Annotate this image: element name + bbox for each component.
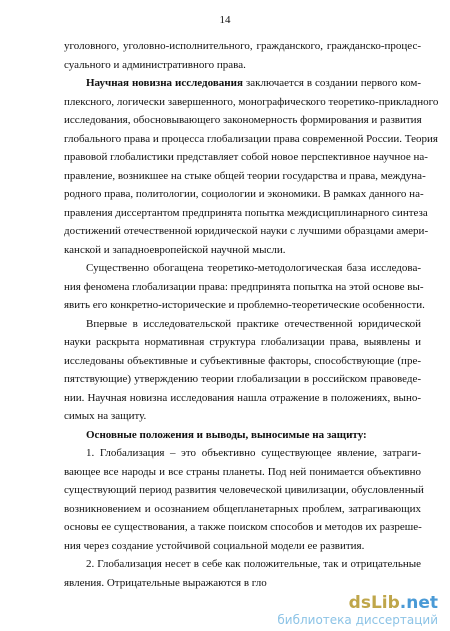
text-line: глобального права и процесса глобализации права современной России. Теория bbox=[64, 132, 438, 145]
text-line: возникновением и осознанием общепланетарных проблем, затрагивающих bbox=[64, 502, 421, 515]
document-body bbox=[64, 37, 439, 592]
text-line: вающее все народы и все страны планеты. Под ней понимается объективно bbox=[64, 465, 421, 478]
text-line: ния феномена глобализации права: предпринята попытка на этой основе вы- bbox=[64, 280, 424, 293]
text-line: 2. Глобализация несет в себе как положительные, так и отрицательные bbox=[86, 558, 421, 570]
watermark-subtitle: библиотека диссертаций bbox=[277, 613, 438, 627]
text-line: канской и западноевропейской научной мысли. bbox=[64, 243, 286, 256]
text-line: достижений отечественной юридической науки с лучшими образцами амери- bbox=[64, 225, 429, 237]
novelty-heading: Научная новизна исследования bbox=[86, 77, 243, 89]
text-line bbox=[64, 74, 421, 93]
watermark-logo bbox=[277, 594, 438, 613]
text-line: нии. Научная новизна исследования нашла отражение в положениях, выно- bbox=[64, 391, 421, 404]
text-line: исследованы объективные и субъективные факторы, способствующие (пре- bbox=[64, 354, 421, 367]
text-line: явления. Отрицательные выражаются в гло bbox=[64, 576, 267, 589]
text-line: симых на защиту. bbox=[64, 410, 147, 422]
text-line: родного права, политологии, социологии и экономики. В рамках данного на- bbox=[64, 188, 424, 200]
text-line: существующий период развития человеческой цивилизации, обусловленный bbox=[64, 484, 424, 496]
text-fragment: заключается в создании первого ком- bbox=[242, 77, 421, 89]
page-number: 14 bbox=[219, 14, 231, 26]
section-heading-text: Основные положения и выводы, выносимые на защиту: bbox=[86, 428, 367, 441]
text-line: явить его конкретно-исторические и проблемно-теоретические особенности. bbox=[64, 299, 425, 311]
text-line: основы ее существования, а также поиском способов и методов их разреше- bbox=[64, 521, 422, 533]
text-line: исследования, обосновывающего закономерность формирования и развития bbox=[64, 114, 422, 126]
text-line: правления диссертантом предпринята попытка междисциплинарного синтеза bbox=[64, 206, 428, 219]
text-line: пятствующие) утверждению теории глобализации в российском правоведе- bbox=[64, 373, 421, 385]
text-line: уголовного, уголовно-исполнительного, гражданского, гражданско-процес- bbox=[64, 40, 421, 52]
text-line: Впервые в исследовательской практике отечественной юридической bbox=[86, 317, 421, 330]
watermark-logo-part: .net bbox=[399, 593, 438, 613]
section-heading bbox=[64, 426, 421, 445]
text-line: правовой глобалистики представляет собой новое перспективное научное на- bbox=[64, 151, 428, 163]
watermark-logo-part: dsLib bbox=[348, 593, 400, 613]
text-line: ния через создание устойчивой социальной модели ее развития. bbox=[64, 539, 365, 552]
text-line: 1. Глобализация – это объективно существующее явление, затраги- bbox=[86, 447, 421, 459]
text-line: правление, возникшее на стыке общей теории государства и права, междуна- bbox=[64, 169, 426, 182]
text-line: суального и административного права. bbox=[64, 58, 246, 71]
text-line: плексного, логически завершенного, монографического теоретико-прикладного bbox=[64, 95, 439, 108]
text-line: науки раскрыта нормативная структура глобализации права, выявлены и bbox=[64, 336, 421, 348]
watermark[interactable] bbox=[277, 594, 438, 627]
text-line: Существенно обогащена теоретико-методологическая база исследова- bbox=[86, 262, 421, 274]
